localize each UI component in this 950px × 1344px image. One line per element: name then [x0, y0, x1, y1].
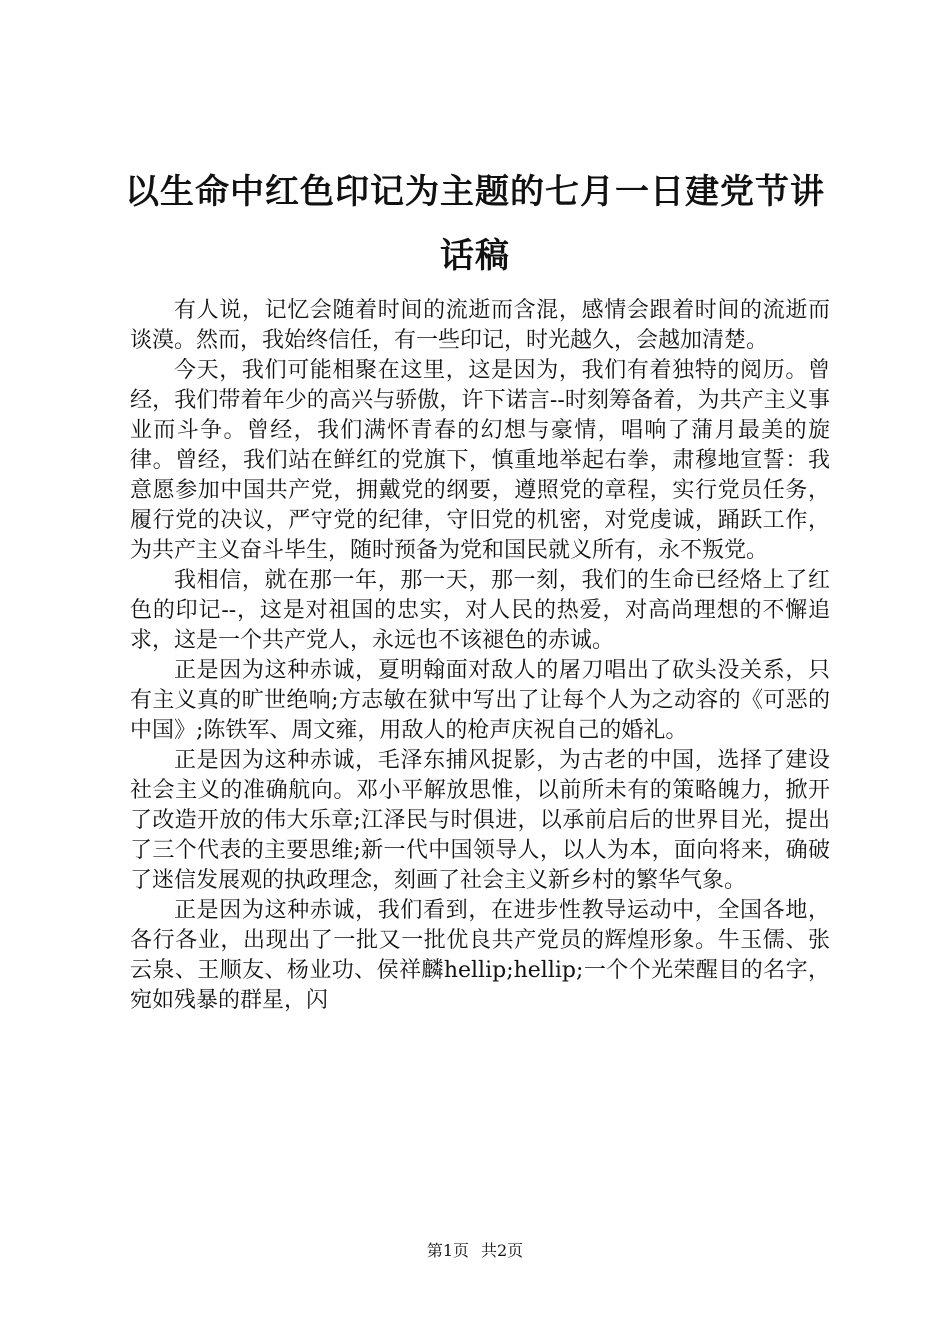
paragraph: 正是因为这种赤诚，毛泽东捕风捉影，为古老的中国，选择了建设社会主义的准确航向。邓小平解放思惟，以前所未有的策略魄力，掀开了改造开放的伟大乐章;江泽民与时俱进，以承前启后的世界目光，提出了三个代表的主要思维;新一代中国领导人，以人为本，面向将来，确破了迷信发展观的执政理念，刻画了社会主义新乡村的繁华气象。 [130, 748, 830, 893]
paragraph: 正是因为这种赤诚，夏明翰面对敌人的屠刀唱出了砍头没关系，只有主义真的旷世绝响;方志敏在狱中写出了让每个人为之动容的《可恶的中国》;陈铁军、周文雍，用敌人的枪声庆祝自己的婚礼。 [130, 658, 830, 743]
page-footer [0, 1241, 950, 1261]
paragraph: 正是因为这种赤诚，我们看到，在进步性教导运动中，全国各地，各行各业，出现出了一批又一批优良共产党员的辉煌形象。牛玉儒、张云泉、王顺友、杨业功、侯祥麟hellip;hellip;一个个光荣醒目的名字，宛如残暴的群星，闪 [130, 898, 830, 1013]
document-body [130, 296, 830, 1016]
paragraph: 今天，我们可能相聚在这里，这是因为，我们有着独特的阅历。曾经，我们带着年少的高兴与骄傲，许下诺言--时刻筹备着，为共产主义事业而斗争。曾经，我们满怀青春的幻想与豪情，唱响了蒲月最美的旋律。曾经，我们站在鲜红的党旗下，慎重地举起右拳，肃穆地宣誓：我意愿参加中国共产党，拥戴党的纲要，遵照党的章程，实行党员任务，履行党的决议，严守党的纪律，守旧党的机密，对党虔诚，踊跃工作，为共产主义奋斗毕生，随时预备为党和国民就义所有，永不叛党。 [130, 358, 830, 563]
document-title: 以生命中红色印记为主题的七月一日建党节讲话稿 [125, 172, 825, 276]
paragraph: 我相信，就在那一年，那一天，那一刻，我们的生命已经烙上了红色的印记--，这是对祖国的忠实，对人民的热爱，对高尚理想的不懈追求，这是一个共产党人，永远也不该褪色的赤诚。 [130, 568, 830, 653]
paragraph: 有人说，记忆会随着时间的流逝而含混，感情会跟着时间的流逝而谈漠。然而，我始终信任，有一些印记，时光越久，会越加清楚。 [130, 298, 830, 353]
page-total: 共2页 [481, 1241, 524, 1260]
page-number: 第1页 [426, 1241, 469, 1260]
